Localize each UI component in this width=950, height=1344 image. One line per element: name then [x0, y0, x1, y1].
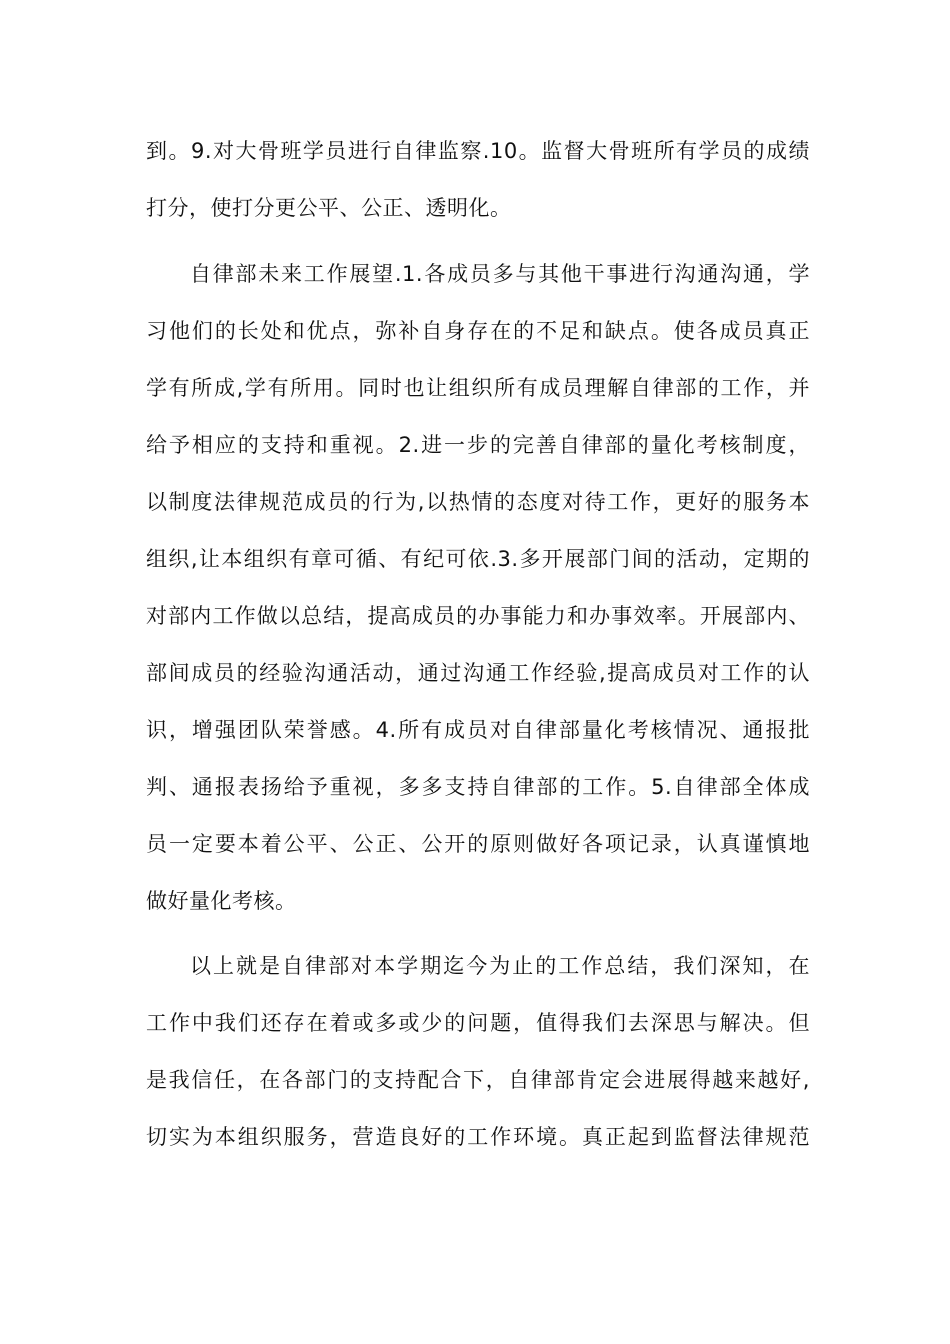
text-line: 切实为本组织服务，营造良好的工作环境。真正起到监督法律规范	[146, 1125, 810, 1149]
text-line: 给予相应的支持和重视。2.进一步的完善自律部的量化考核制度，	[146, 433, 810, 457]
paragraph-3	[146, 938, 810, 1166]
text-line: 对部内工作做以总结，提高成员的办事能力和办事效率。开展部内、	[146, 604, 810, 628]
text-line: 以上就是自律部对本学期迄今为止的工作总结，我们深知，在	[190, 954, 810, 978]
text-line: 以制度法律规范成员的行为,以热情的态度对待工作，更好的服务本	[146, 490, 810, 514]
paragraph-2	[146, 246, 810, 930]
text-line: 到。9.对大骨班学员进行自律监察.10。监督大骨班所有学员的成绩	[146, 139, 810, 163]
text-line: 工作中我们还存在着或多或少的问题，值得我们去深思与解决。但	[146, 1011, 810, 1035]
text-line: 部间成员的经验沟通活动，通过沟通工作经验,提高成员对工作的认	[146, 661, 810, 685]
text-line: 识，增强团队荣誉感。4.所有成员对自律部量化考核情况、通报批	[146, 718, 810, 742]
text-line: 学有所成,学有所用。同时也让组织所有成员理解自律部的工作，并	[146, 376, 810, 400]
text-line: 组织,让本组织有章可循、有纪可依.3.多开展部门间的活动，定期的	[146, 547, 810, 571]
text-line: 做好量化考核。	[146, 889, 297, 913]
paragraph-1	[146, 123, 810, 237]
text-line: 是我信任，在各部门的支持配合下，自律部肯定会进展得越来越好,	[146, 1068, 810, 1092]
text-line: 判、通报表扬给予重视，多多支持自律部的工作。5.自律部全体成	[146, 775, 810, 799]
text-line: 员一定要本着公平、公正、公开的原则做好各项记录，认真谨慎地	[146, 832, 810, 856]
text-line: 习他们的长处和优点，弥补自身存在的不足和缺点。使各成员真正	[146, 319, 810, 343]
text-line: 打分，使打分更公平、公正、透明化。	[146, 196, 512, 220]
text-line: 自律部未来工作展望.1.各成员多与其他干事进行沟通沟通，学	[190, 262, 810, 286]
